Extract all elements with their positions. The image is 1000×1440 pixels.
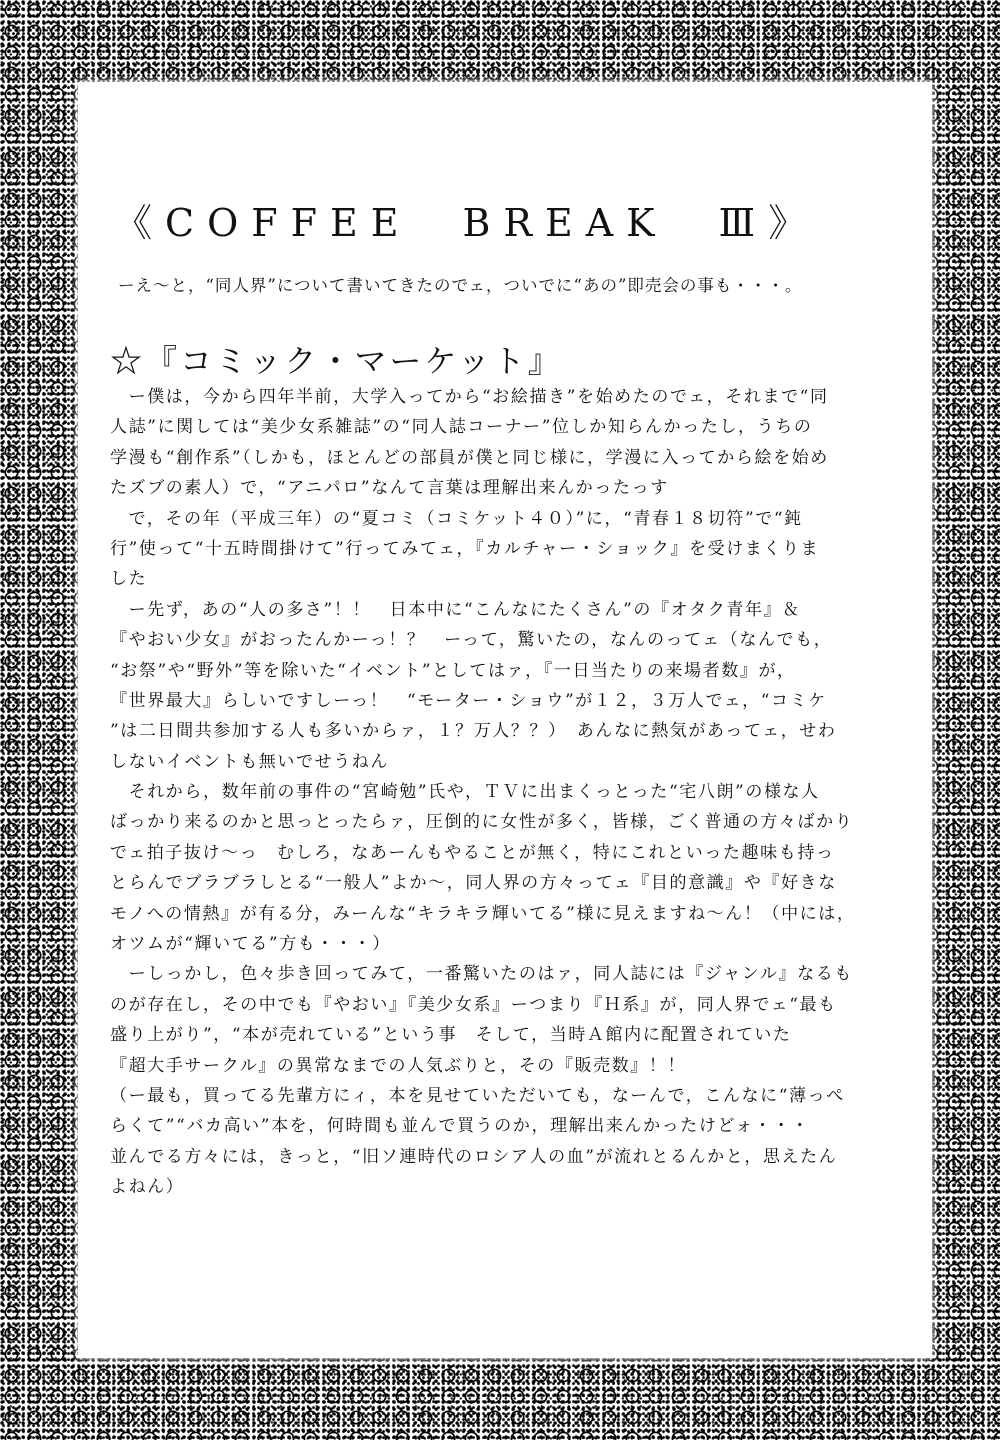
body-line: しないイベントも無いでせうねん xyxy=(110,751,389,772)
body-line: とらんでブラブラしとる“一般人”よか〜，同人界の方々ってェ『目的意識』や『好きな xyxy=(110,873,837,894)
body-line: （ー最も，買ってる先輩方にィ，本を見せていただいても，なーんで，こんなに“薄っぺ xyxy=(110,1085,845,1106)
body-line: たズブの素人）で，“アニパロ”なんて言葉は理解出来んかったっす xyxy=(110,478,669,499)
body-line: 『世界最大』らしいですしーっ！ “モーター・ショウ”が１２，３万人でェ，“コミケ xyxy=(110,690,827,711)
body-line: 『やおい少女』がおったんかーっ！？ ーって，驚いたの，なんのってェ（なんでも， xyxy=(110,630,833,651)
body-line: ーしっかし，色々歩き回ってみて，一番驚いたのはァ，同人誌には『ジャンル』なるも xyxy=(110,964,853,985)
body-line: “お祭”や“野外”等を除いた“イベント”としてはァ，『一日当たりの来場者数』が， xyxy=(110,660,796,681)
body-line: それから，数年前の事件の“宮崎勉”氏や，ＴＶに出まくっとった“宅八朗”の様な人 xyxy=(110,782,820,803)
body-line: よねん） xyxy=(110,1177,185,1198)
body-line: 並んでる方々には，きっと，“旧ソ連時代のロシア人の血”が流れとるんかと，思えたん xyxy=(110,1146,838,1167)
body-line: ー先ず，あの“人の多さ”！！ 日本中に“こんなにたくさん”の『オタク青年』＆ xyxy=(110,599,801,620)
body-line: で，その年（平成三年）の“夏コミ（コミケット４０）”に，“青春１８切符”で“鈍 xyxy=(110,508,803,529)
body-line: でェ拍子抜け〜っ むしろ，なあーんもやることが無く，特にこれといった趣味も持っ xyxy=(110,842,835,863)
body-line: 学漫も“創作系”（しかも，ほとんどの部員が僕と同じ様に，学漫に入ってから絵を始め xyxy=(110,447,829,468)
section-heading: ☆『コミック・マーケット』 xyxy=(110,342,563,380)
page-title: 《COFFEE BREAK Ⅲ》 xyxy=(114,201,820,245)
body-line: らくて”“バカ高い”本を，何時間も並んで買うのか，理解出来んかったけどォ・・・ xyxy=(110,1116,810,1137)
body-line: モノへの情熱』が有る分，みーんな“キラキラ輝いてる”様に見えますね〜ん！（中には， xyxy=(110,903,856,924)
intro-text: ーえ〜と，“同人界”について書いてきたのでェ，ついでに“あの”即売会の事も・・・。 xyxy=(118,276,803,295)
body-line: した xyxy=(110,569,148,590)
body-line: ー僕は，今から四年半前，大学入ってから“お絵描き”を始めたのでェ，それまで“同 xyxy=(110,387,829,407)
body-line: のが存在し，その中でも『やおい』『美少女系』ーつまり『Ｈ系』が，同人界でェ“最も xyxy=(110,994,837,1015)
body-line: 人誌”に関しては“美少女系雑誌”の“同人誌コーナー”位しか知らんかったし，うちの xyxy=(110,417,813,438)
body-line: 行”使って“十五時間掛けて”行ってみてェ，『カルチャー・ショック』を受けまくりま xyxy=(110,538,820,559)
body-line: ばっかり来るのかと思っとったらァ，圧倒的に女性が多く，皆様，ごく普通の方々ばかり xyxy=(110,812,854,833)
body-text xyxy=(110,382,900,1203)
body-line: 『超大手サークル』の異常なまでの人気ぶりと，その『販売数』！！ xyxy=(110,1055,687,1076)
body-line: 盛り上がり”，“本が売れている”という事 そして，当時Ａ館内に配置されていた xyxy=(110,1025,792,1046)
body-line: オツムが“輝いてる”方も・・・） xyxy=(110,934,391,955)
body-line: ”は二日間共参加する人も多いからァ，１？万人？？） あんなに熱気があってェ，せわ xyxy=(110,721,837,742)
